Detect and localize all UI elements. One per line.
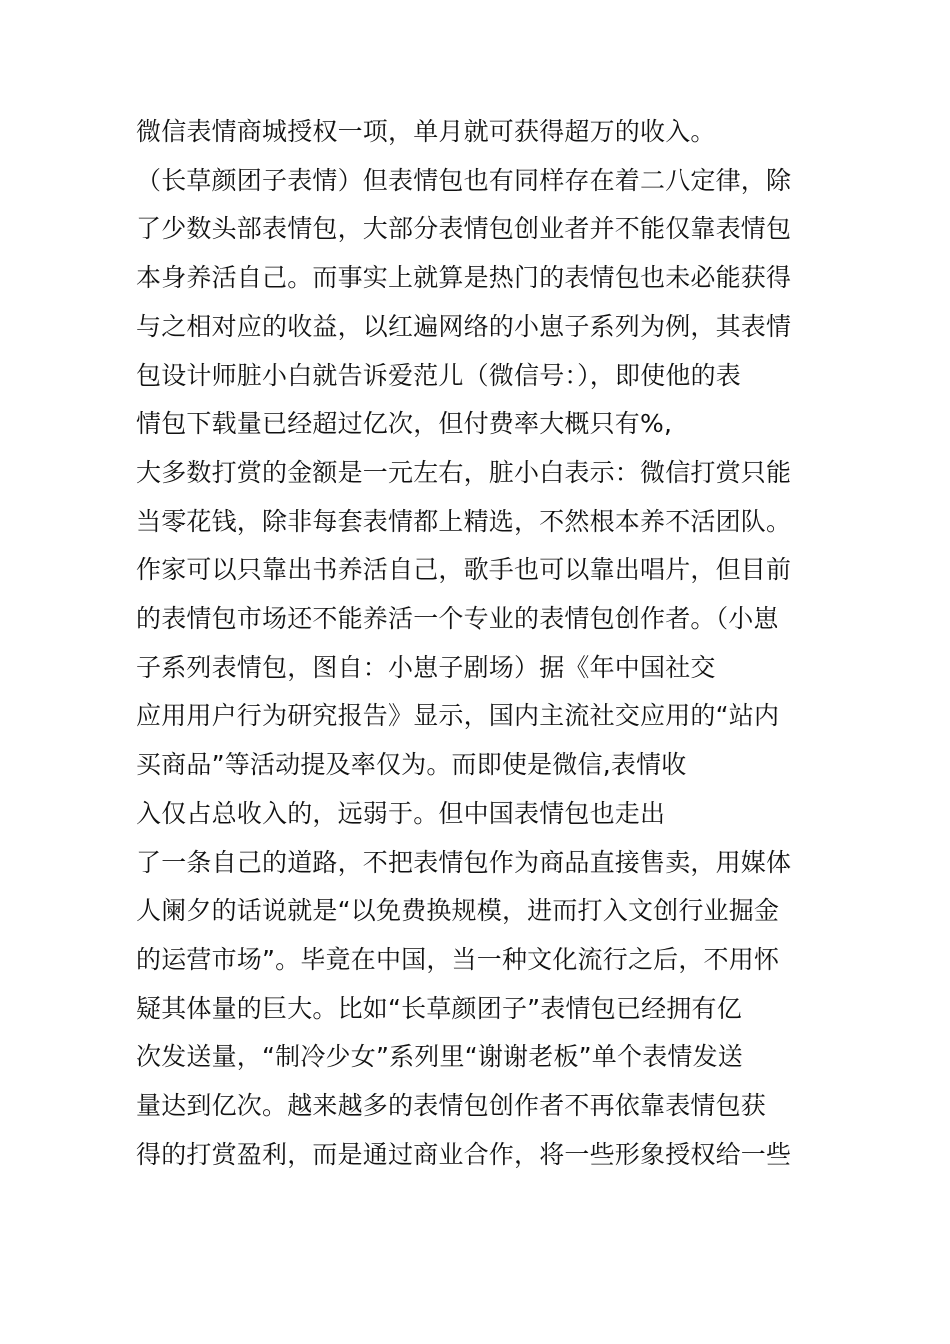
- text-line: 与之相对应的收益，以红遍网络的小崽子系列为例，其表情: [136, 311, 792, 341]
- body-text: [136, 108, 816, 1179]
- text-line: 买商品”等活动提及率仅为。而即使是微信,表情收: [136, 750, 687, 780]
- text-line: 了少数头部表情包，大部分表情包创业者并不能仅靠表情包: [136, 214, 792, 244]
- text-line: 量达到亿次。越来越多的表情包创作者不再依靠表情包获: [136, 1091, 767, 1121]
- text-line: 作家可以只靠出书养活自己，歌手也可以靠出唱片，但目前: [136, 555, 792, 585]
- text-line: 包设计师脏小白就告诉爱范儿（微信号：），即使他的表: [136, 360, 742, 390]
- text-line: 得的打赏盈利，而是通过商业合作，将一些形象授权给一些: [136, 1139, 792, 1169]
- text-line: 微信表情商城授权一项，单月就可获得超万的收入。: [136, 117, 716, 146]
- text-line: 本身养活自己。而事实上就算是热门的表情包也未必能获得: [136, 263, 792, 293]
- text-line: 人阑夕的话说就是“以免费换规模，进而打入文创行业掘金: [136, 896, 780, 926]
- text-line: 疑其体量的巨大。比如“长草颜团子”表情包已经拥有亿: [136, 993, 742, 1023]
- text-line: 次发送量，“制冷少女”系列里“谢谢老板”单个表情发送: [136, 1042, 744, 1072]
- text-line: 的表情包市场还不能养活一个专业的表情包创作者。（小崽: [136, 604, 779, 634]
- text-line: 的运营市场”。毕竟在中国，当一种文化流行之后，不用怀: [136, 944, 780, 974]
- text-line: 子系列表情包，图自：小崽子剧场）据《年中国社交: [136, 652, 716, 682]
- text-line: 大多数打赏的金额是一元左右，脏小白表示：微信打赏只能: [136, 457, 792, 487]
- text-line: 了一条自己的道路，不把表情包作为商品直接售卖，用媒体: [136, 847, 792, 877]
- text-line: 应用用户行为研究报告》显示，国内主流社交应用的“站内: [136, 701, 780, 731]
- text-line: 当零花钱，除非每套表情都上精选，不然根本养不活团队。: [136, 506, 792, 536]
- text-line: 情包下载量已经超过亿次，但付费率大概只有%,: [136, 409, 673, 439]
- text-line: （长草颜团子表情）但表情包也有同样存在着二八定律，除: [136, 165, 792, 195]
- text-line: 入仅占总收入的，远弱于。但中国表情包也走出: [136, 798, 666, 828]
